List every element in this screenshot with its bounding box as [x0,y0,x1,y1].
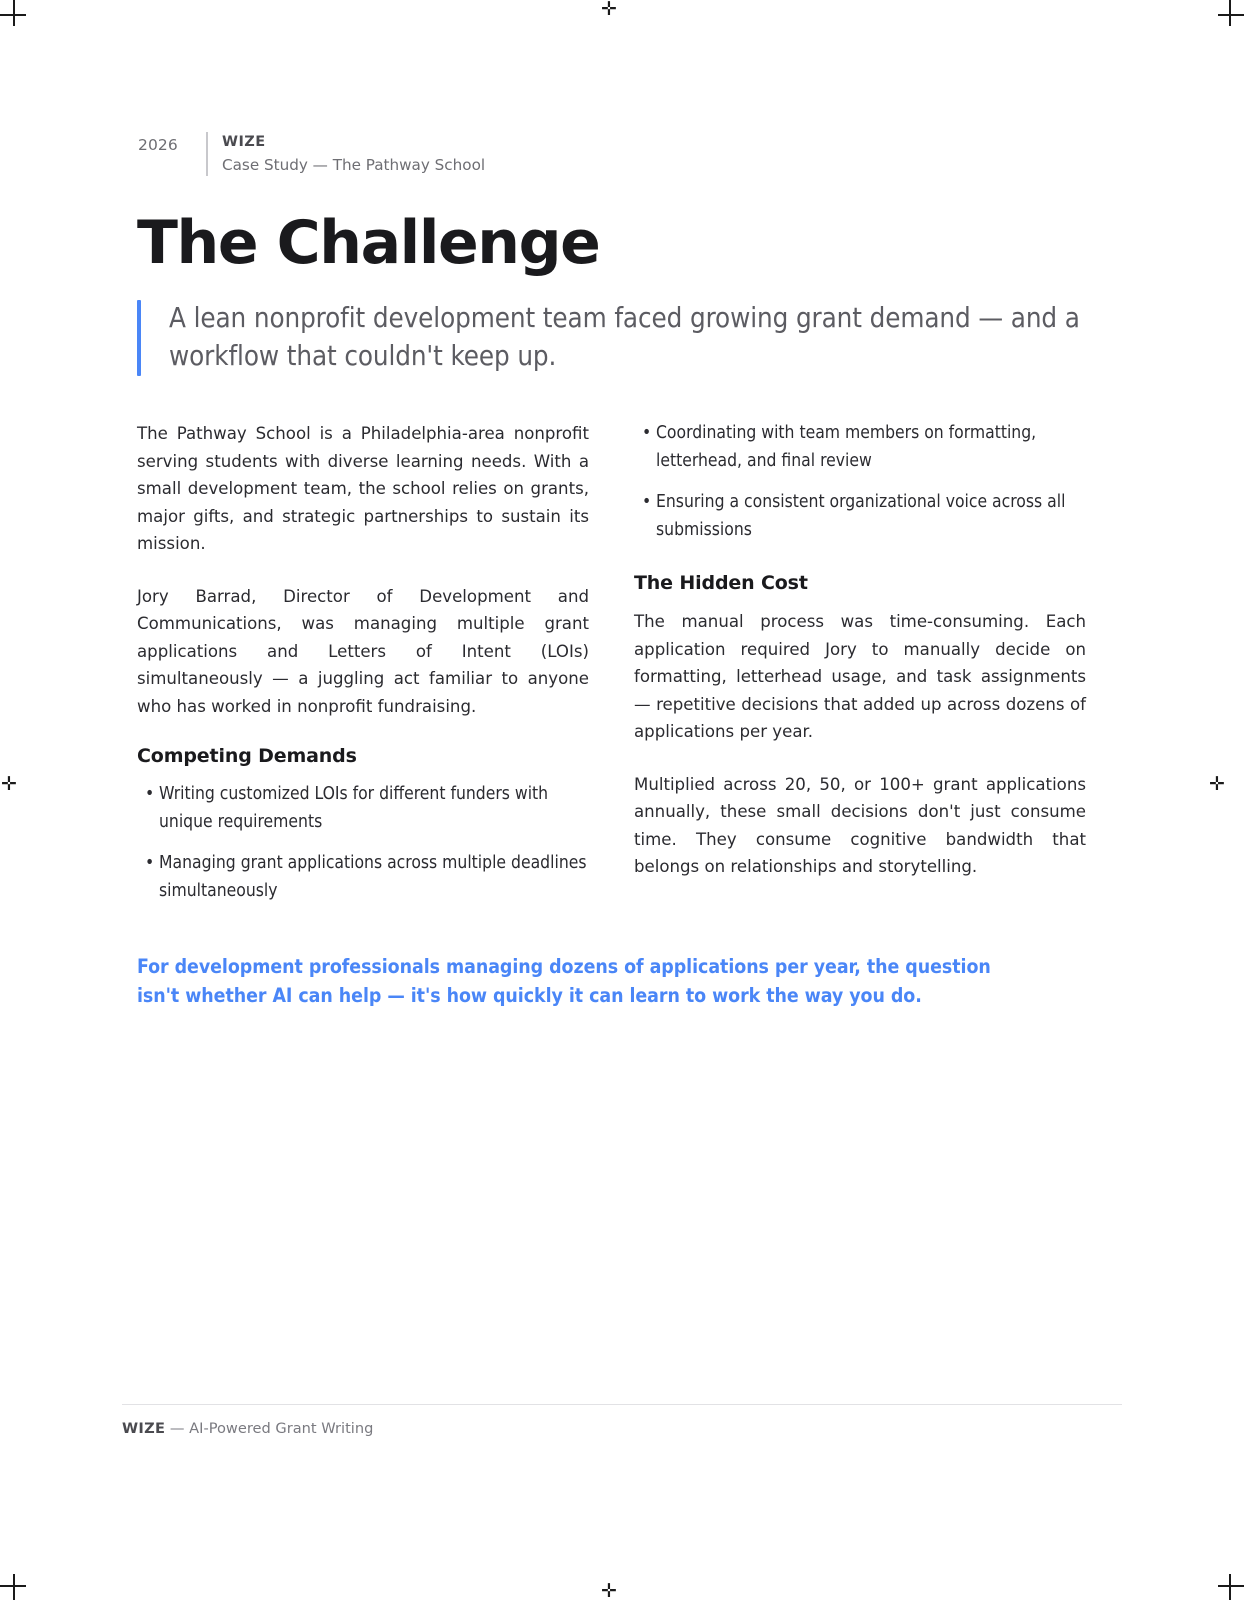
list-item-label: Coordinating with team members on formatting, letterhead, and final review [656,423,1037,471]
registration-mark-right-icon: ✛ [1209,773,1225,795]
registration-mark-left-icon: ✛ [1,773,17,795]
crop-mark-top-left-horizontal [0,14,26,16]
list-item [137,850,589,905]
crop-mark-bottom-right-vertical [1229,1574,1231,1600]
crop-mark-top-right-vertical [1229,0,1231,26]
crop-mark-bottom-left-horizontal [0,1585,26,1587]
callout-text: For development professionals managing dozens of applications per year, the question isn't whether AI can help — it's how quickly it can learn to work the way you do. [137,955,991,1008]
bullet-dot-icon: • [642,492,652,512]
bullet-dot-icon: • [642,423,652,443]
deck-text: A lean nonprofit development team faced growing grant demand — and a workflow that couldn't keep up. [169,302,1080,372]
deck-accent-bar [137,300,141,376]
list-item [634,420,1086,475]
deck-block [137,300,1087,376]
body-columns [137,420,1087,925]
list-item-label: Ensuring a consistent organizational voice across all submissions [656,492,1066,540]
bullet-dot-icon: • [145,784,155,805]
header-divider [206,132,208,176]
right-paragraph-1: The manual process was time-consuming. Each application required Jory to manually decide on formatting, letterhead usage, and task assignments — repetitive decisions that added up across dozens of applications per year. [634,612,1086,742]
crop-mark-top-left-vertical [13,0,15,26]
document-footer [122,1419,373,1439]
footer-brand: WIZE [122,1420,166,1437]
list-item [137,781,589,836]
competing-demands-list [137,781,589,905]
competing-demands-list-continued [634,420,1086,544]
left-column [137,420,589,925]
page-title: The Challenge [137,208,600,278]
registration-mark-top-icon: ✛ [601,0,617,20]
left-paragraph-2: Jory Barrad, Director of Development and Communications, was managing multiple grant applications and Letters of Intent (LOIs) simultaneously — a juggling act familiar to anyone who has worked in nonprofit fundraising. [137,586,589,716]
header-subtitle: Case Study — The Pathway School [222,155,486,174]
right-section-heading: The Hidden Cost [634,572,808,594]
footer-divider [122,1404,1122,1405]
crop-mark-bottom-left-vertical [13,1574,15,1600]
right-column [634,420,1086,925]
left-paragraph-1: The Pathway School is a Philadelphia-area nonprofit serving students with diverse learning needs. With a small development team, the school relies on grants, major gifts, and strategic partnerships to sustain its mission. [137,424,589,554]
footer-tagline: — AI-Powered Grant Writing [169,1420,374,1437]
header-brand: WIZE [222,134,266,150]
crop-mark-bottom-right-horizontal [1218,1585,1244,1587]
list-item [634,489,1086,544]
list-item-label: Managing grant applications across multiple deadlines simultaneously [159,853,587,901]
header-year: 2026 [138,136,178,154]
crop-mark-top-right-horizontal [1218,14,1244,16]
registration-mark-bottom-icon: ✛ [601,1580,617,1600]
document-header [138,132,485,176]
list-item-label: Writing customized LOIs for different funders with unique requirements [159,784,549,832]
bullet-dot-icon: • [145,853,155,874]
right-paragraph-2: Multiplied across 20, 50, or 100+ grant applications annually, these small decisions don't just consume time. They consume cognitive bandwidth that belongs on relationships and storytelling. [634,774,1086,877]
header-meta [222,132,485,176]
left-section-heading: Competing Demands [137,745,357,768]
